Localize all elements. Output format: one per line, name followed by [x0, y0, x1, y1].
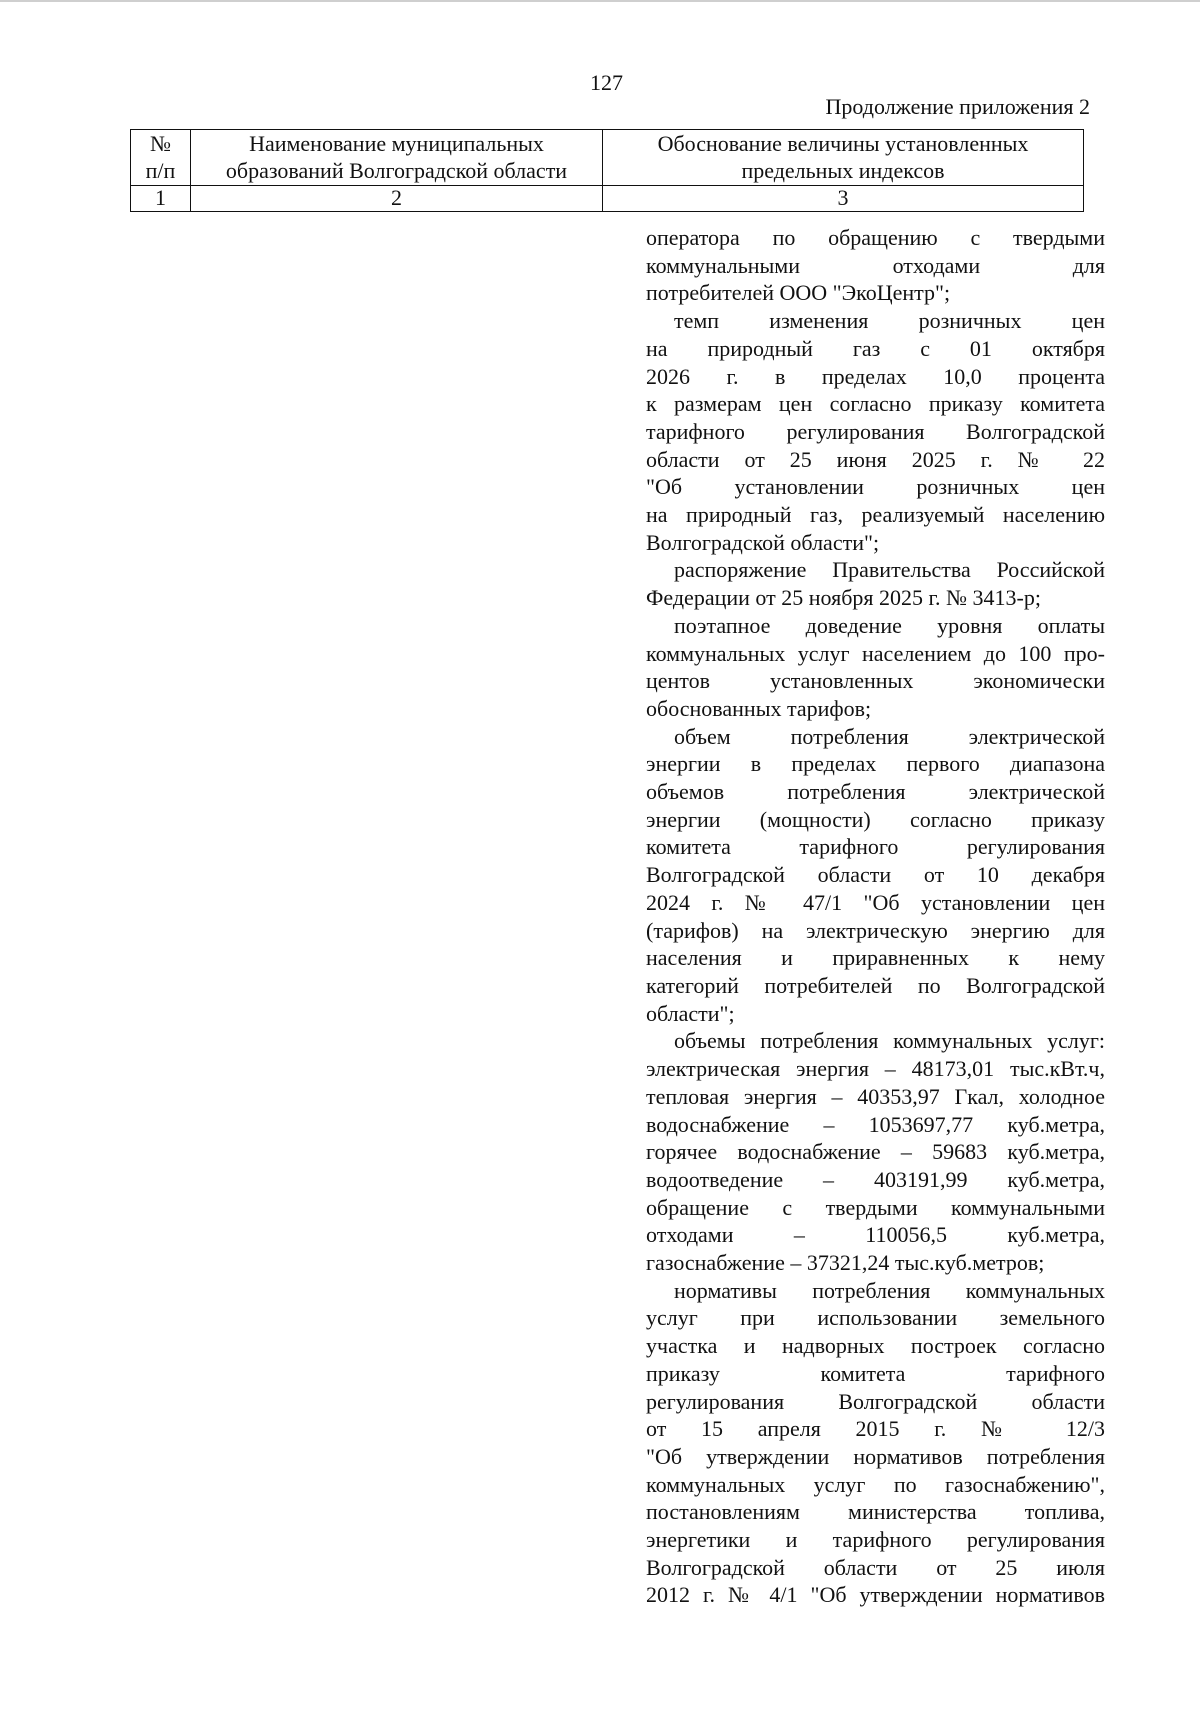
scan-top-edge	[0, 0, 1200, 2]
header-line: образований Волгоградской области	[225, 158, 568, 183]
text-line: энергетики и тарифного регулирования	[646, 1527, 1105, 1553]
text-line: электрическая энергия – 48173,01 тыс.кВт.ч,	[646, 1056, 1105, 1082]
text-line: водоснабжение – 1053697,77 куб.метра,	[646, 1111, 1105, 1137]
text-line: обоснованных тарифов;	[646, 695, 872, 721]
text-line: оператора по обращению с твердыми	[646, 225, 1105, 250]
header-line: предельных индексов	[741, 158, 945, 183]
appendix-continuation-label: Продолжение приложения 2	[825, 94, 1090, 119]
text-line: населения и приравненных к нему	[646, 945, 1105, 971]
text-line: темп изменения розничных цен	[674, 308, 1105, 334]
text-line: энергии (мощности) согласно приказу	[646, 806, 1105, 832]
header-number-column	[131, 130, 191, 186]
text-line: участка и надворных построек согласно	[646, 1333, 1105, 1359]
text-line: приказу комитета тарифного	[646, 1360, 1105, 1386]
text-line: потребителей ООО "ЭкоЦентр";	[646, 280, 951, 306]
text-line: постановлениям министерства топлива,	[646, 1499, 1105, 1525]
text-line: тарифного регулирования Волгоградской	[646, 418, 1105, 444]
column-index-row	[131, 186, 1084, 212]
text-line: объем потребления электрической	[674, 723, 1105, 749]
justification-text-column	[646, 224, 1105, 1609]
text-line: обращение с твердыми коммунальными	[646, 1194, 1105, 1220]
text-line: 2026 г. в пределах 10,0 процента	[646, 363, 1105, 389]
text-line: коммунальных услуг по газоснабжению",	[646, 1471, 1105, 1497]
text-line: от 15 апреля 2015 г. № 12/3	[646, 1416, 1105, 1442]
header-justification-column	[603, 130, 1084, 186]
text-line: области от 25 июня 2025 г. № 22	[646, 446, 1105, 472]
text-line: газоснабжение – 37321,24 тыс.куб.метров;	[646, 1250, 1045, 1276]
text-line: 2024 г. № 47/1 "Об установлении цен	[646, 889, 1105, 915]
header-table	[130, 129, 1084, 212]
text-line: услуг при использовании земельного	[646, 1305, 1105, 1331]
header-municipality-column	[191, 130, 603, 186]
column-index-cell: 1	[131, 186, 191, 212]
column-index-cell: 2	[191, 186, 603, 212]
text-line: регулирования Волгоградской области	[646, 1388, 1105, 1414]
text-line: коммунальными отходами для	[646, 252, 1105, 278]
text-line: Федерации от 25 ноября 2025 г. № 3413-р;	[646, 585, 1041, 611]
text-line: тепловая энергия – 40353,97 Гкал, холодное	[646, 1083, 1105, 1109]
text-line: "Об установлении розничных цен	[646, 474, 1105, 500]
header-line: №	[150, 131, 171, 156]
text-line: нормативы потребления коммунальных	[674, 1277, 1105, 1303]
text-line: на природный газ, реализуемый населению	[646, 502, 1105, 528]
text-line: горячее водоснабжение – 59683 куб.метра,	[646, 1139, 1105, 1165]
text-line: области";	[646, 1000, 735, 1026]
text-line: категорий потребителей по Волгоградской	[646, 972, 1105, 998]
text-line: Волгоградской области от 25 июля	[646, 1554, 1105, 1580]
text-line: поэтапное доведение уровня оплаты	[674, 612, 1105, 638]
column-index-cell: 3	[603, 186, 1084, 212]
page-number: 127	[590, 70, 623, 95]
header-line: п/п	[145, 158, 176, 183]
text-line: Волгоградской области от 10 декабря	[646, 862, 1105, 888]
text-line: "Об утверждении нормативов потребления	[646, 1443, 1105, 1469]
text-line: комитета тарифного регулирования	[646, 834, 1105, 860]
text-line: к размерам цен согласно приказу комитета	[646, 391, 1105, 417]
header-line: Наименование муниципальных	[249, 131, 544, 156]
text-line: коммунальных услуг населением до 100 про-	[646, 640, 1105, 666]
text-line: на природный газ с 01 октября	[646, 335, 1105, 361]
text-line: (тарифов) на электрическую энергию для	[646, 917, 1105, 943]
text-line: энергии в пределах первого диапазона	[646, 751, 1105, 777]
text-line: отходами – 110056,5 куб.метра,	[646, 1222, 1105, 1248]
text-line: распоряжение Правительства Российской	[674, 557, 1105, 583]
text-line: объемов потребления электрической	[646, 779, 1105, 805]
text-line: 2012 г. № 4/1 "Об утверждении нормативов	[646, 1582, 1105, 1608]
text-line: водоотведение – 403191,99 куб.метра,	[646, 1166, 1105, 1192]
text-line: Волгоградской области";	[646, 529, 880, 555]
text-line: объемы потребления коммунальных услуг:	[674, 1028, 1105, 1054]
table-header-row	[131, 130, 1084, 186]
text-line: центов установленных экономически	[646, 668, 1105, 694]
header-line: Обоснование величины установленных	[657, 131, 1029, 156]
